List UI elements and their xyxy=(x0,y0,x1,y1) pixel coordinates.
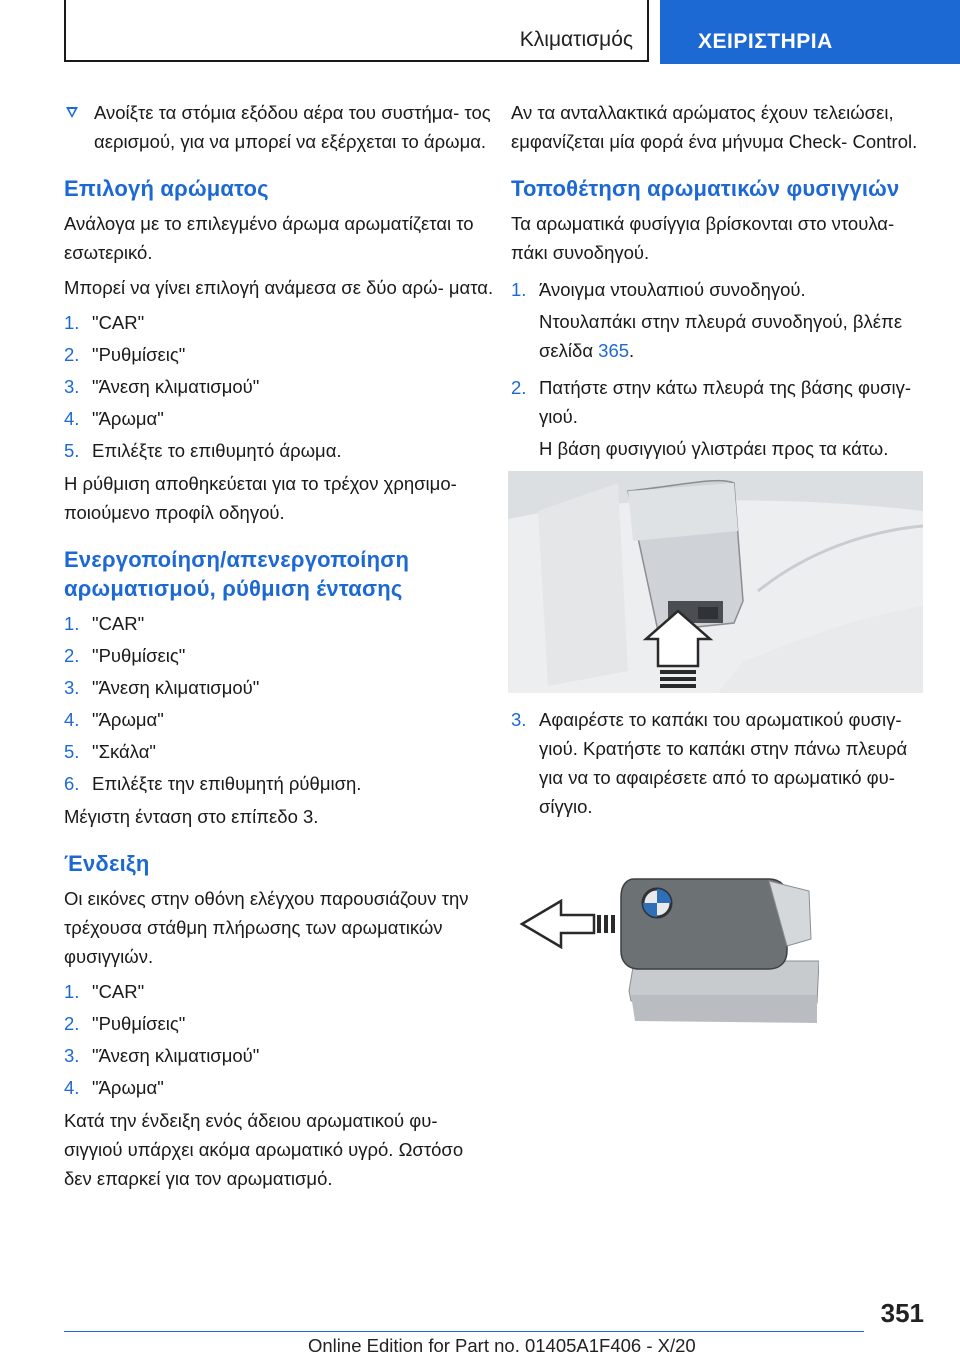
list-item xyxy=(64,340,494,369)
list-number: 1. xyxy=(511,279,527,300)
list-item-text: "Άρωμα" xyxy=(92,709,164,730)
list-item-text: Επιλέξτε το επιθυμητό άρωμα. xyxy=(92,440,342,461)
paragraph: Αν τα ανταλλακτικά αρώματος έχουν τελειώσει, εμφανίζεται μία φορά ένα μήνυμα Check- Control. xyxy=(511,102,918,152)
list-item xyxy=(511,275,931,304)
list-number: 1. xyxy=(64,613,80,634)
paragraph: Οι εικόνες στην οθόνη ελέγχου παρουσιάζουν την τρέχουσα στάθμη πλήρωσης των αρωματικών φυσιγγιών. xyxy=(64,888,469,967)
section-heading-insert-cartridges: Τοποθέτηση αρωματικών φυσιγγιών xyxy=(511,176,900,201)
list-item-text: Άνοιγμα ντουλαπιού συνοδηγού. xyxy=(539,279,806,300)
list-item-text: "Άρωμα" xyxy=(92,1077,164,1098)
list-number: 2. xyxy=(64,1013,80,1034)
list-number: 2. xyxy=(64,645,80,666)
list-item-text: Πατήστε στην κάτω πλευρά της βάσης φυσιγ- γιού. xyxy=(539,377,912,427)
list-item xyxy=(511,705,931,821)
paragraph: Μπορεί να γίνει επιλογή ανάμεσα σε δύο αρώ- ματα. xyxy=(64,277,494,298)
glovebox-cartridge-figure xyxy=(508,471,923,693)
list-item-text: "Άρωμα" xyxy=(92,408,164,429)
list-number: 1. xyxy=(64,981,80,1002)
paragraph: Ανάλογα με το επιλεγμένο άρωμα αρωματίζεται το εσωτερικό. xyxy=(64,213,474,263)
manual-section-tab[interactable]: ΧΕΙΡΙΣΤΗΡΙΑ xyxy=(660,0,960,64)
list-number: 6. xyxy=(64,773,80,794)
list-item-text: "Άνεση κλιματισμού" xyxy=(92,677,260,698)
list-item xyxy=(64,641,494,670)
list-item xyxy=(64,673,494,702)
list-number: 2. xyxy=(64,344,80,365)
subtext: Ντουλαπάκι στην πλευρά συνοδηγού, βλέπε σελίδα xyxy=(539,311,903,361)
list-item-text: Αφαιρέστε το καπάκι του αρωματικού φυσιγ- γιού. Κρατήστε το καπάκι στην πάνω πλευρά για να το αφαιρέσετε από το αρωματικό φυ- σίγγιο. xyxy=(539,709,908,817)
list-item xyxy=(64,1041,494,1070)
list-item xyxy=(64,769,494,798)
list-item xyxy=(64,609,494,638)
numbered-list xyxy=(64,977,494,1102)
list-item-subtext xyxy=(511,307,931,365)
list-number: 5. xyxy=(64,741,80,762)
cartridge-cap-removal-figure xyxy=(519,871,819,1041)
page-number: 351 xyxy=(880,1298,924,1328)
list-item-text: "CAR" xyxy=(92,613,145,634)
list-item-text: Επιλέξτε την επιθυμητή ρύθμιση. xyxy=(92,773,362,794)
list-number: 4. xyxy=(64,709,80,730)
list-item xyxy=(64,404,494,433)
list-item-text: "Άνεση κλιματισμού" xyxy=(92,376,260,397)
paragraph: Η ρύθμιση αποθηκεύεται για το τρέχον χρησιμο- ποιούμενο προφίλ οδηγού. xyxy=(64,473,457,523)
list-item xyxy=(64,1009,494,1038)
section-heading-select-fragrance: Επιλογή αρώματος xyxy=(64,176,269,201)
paragraph: Τα αρωματικά φυσίγγια βρίσκονται στο ντουλα- πάκι συνοδηγού. xyxy=(511,213,895,263)
list-number: 3. xyxy=(64,1045,80,1066)
list-item-text: "Ρυθμίσεις" xyxy=(92,344,186,365)
step-triangle-icon xyxy=(66,107,78,118)
header-chapter-box xyxy=(64,0,649,62)
section-heading-indicator: Ένδειξη xyxy=(64,851,150,876)
right-column xyxy=(511,98,931,1053)
list-item-text: "CAR" xyxy=(92,981,145,1002)
list-number: 5. xyxy=(64,440,80,461)
list-item xyxy=(64,308,494,337)
left-column xyxy=(64,98,494,1199)
intro-step-text: Ανοίξτε τα στόμια εξόδου αέρα του συστήμα- τος αερισμού, για να μπορεί να εξέρχεται το άρωμα. xyxy=(94,102,491,152)
list-item-text: "Άνεση κλιματισμού" xyxy=(92,1045,260,1066)
list-item xyxy=(64,372,494,401)
list-number: 3. xyxy=(511,709,527,730)
list-item xyxy=(64,1073,494,1102)
list-number: 4. xyxy=(64,408,80,429)
section-heading-toggle-fragrance: Ενεργοποίηση/απενεργοποίηση αρωματισμού, ρύθμιση έντασης xyxy=(64,547,410,601)
list-item-text: "CAR" xyxy=(92,312,145,333)
edition-note: Online Edition for Part no. 01405A1F406 - X/20 xyxy=(308,1335,696,1356)
list-number: 3. xyxy=(64,677,80,698)
page-link[interactable]: 365 xyxy=(598,340,630,361)
list-item xyxy=(64,737,494,766)
numbered-list xyxy=(64,308,494,465)
chapter-title: Κλιματισμός xyxy=(519,28,633,51)
list-item xyxy=(64,977,494,1006)
list-item xyxy=(64,705,494,734)
subtext-end: . xyxy=(629,340,635,361)
list-number: 2. xyxy=(511,377,527,398)
list-number: 1. xyxy=(64,312,80,333)
list-number: 3. xyxy=(64,376,80,397)
intro-step xyxy=(64,98,494,156)
list-item xyxy=(64,436,494,465)
list-number: 4. xyxy=(64,1077,80,1098)
list-item xyxy=(511,373,931,431)
list-item-subtext: Η βάση φυσιγγιού γλιστράει προς τα κάτω. xyxy=(539,438,889,459)
list-item-text: "Ρυθμίσεις" xyxy=(92,1013,186,1034)
list-item-text: "Σκάλα" xyxy=(92,741,156,762)
paragraph: Μέγιστη ένταση στο επίπεδο 3. xyxy=(64,806,319,827)
numbered-list xyxy=(64,609,494,798)
footer-divider xyxy=(64,1331,864,1332)
list-item-text: "Ρυθμίσεις" xyxy=(92,645,186,666)
paragraph: Κατά την ένδειξη ενός άδειου αρωματικού φυ- σιγγιού υπάρχει ακόμα αρωματικό υγρό. Ωστόσο δεν επαρκεί για τον αρωματισμό. xyxy=(64,1110,464,1189)
